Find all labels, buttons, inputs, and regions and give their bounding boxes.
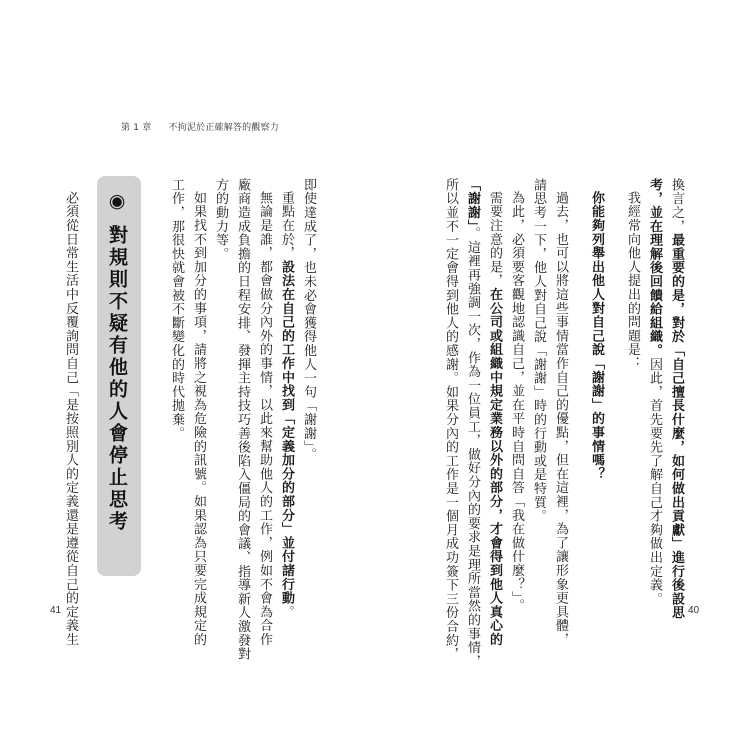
emphasis-text: 最重要的是，對於「自己擅長什麼，如何做出貢獻」進行後設思 <box>669 233 684 620</box>
page-number-right: 40 <box>688 605 700 616</box>
body-text: 重點在於， <box>279 191 294 260</box>
section-heading: ◉ 對規則不疑有他的人會停止思考 <box>106 190 128 533</box>
page-number-left: 41 <box>50 605 62 616</box>
chapter-number: 第 1 章 <box>121 123 152 133</box>
body-text: 換言之， <box>669 178 684 234</box>
right-col-10: 所以並不一定會得到他人的感謝。如果分內的工作是一個月成功簽下三份合約， <box>443 178 458 661</box>
right-col-8 <box>486 191 503 646</box>
right-col-3: 我經常向他人提出的問題是： <box>625 191 640 371</box>
emphasis-text: 考，並在理解後回饋給組織。 <box>647 178 662 358</box>
body-text: 需要注意的是， <box>487 191 502 288</box>
right-col-6: 請思考一下，他人對自己說「謝謝」時的行動或是特質。 <box>531 178 546 523</box>
left-col-5: 方的動力等。 <box>213 178 228 261</box>
left-col-8: 必須從日常生活中反覆詢問自己「是按照別人的定義還是遵從自己的定義生 <box>63 191 78 647</box>
right-col-4: 你能夠列舉出他人對自己說「謝謝」的事情嗎？ <box>589 191 604 481</box>
left-col-1: 即使達成了，也未必會獲得他人一句「謝謝」。 <box>301 178 316 462</box>
running-header <box>121 120 279 133</box>
emphasis-text: 在公司或組織中規定業務以外的部分，才會得到他人真心的 <box>487 287 502 647</box>
left-col-3: 無論是誰，都會做分內外的事情，以此來幫助他人的工作，例如不會為合作 <box>257 191 272 647</box>
left-col-6: 如果找不到加分的事項，請將之視為危險的訊號。如果認為只要完成規定的 <box>191 191 206 647</box>
left-col-4: 廠商造成負擔的日程安排、發揮主持技巧善後陷入僵局的會議、指導新人激發對 <box>235 178 250 661</box>
body-text: 因此，首先要先了解自己才夠做出定義。 <box>647 357 662 606</box>
right-col-1 <box>668 178 685 620</box>
right-col-5: 過去，也可以將這些事情當作自己的優點，但在這裡，為了讓形象更具體， <box>553 191 568 647</box>
right-col-2 <box>646 178 663 606</box>
body-text: 。這裡再強調一次，作為一位員工，做好分內的要求是理所當然的事情， <box>465 226 480 669</box>
emphasis-text: 設法在自己的工作中找到「定義加分的部分」並付諸行動 <box>279 260 294 605</box>
emphasis-text: 「謝謝」 <box>465 178 480 227</box>
right-col-9 <box>464 178 481 668</box>
body-text: 。 <box>279 605 294 619</box>
right-col-7: 為此，必須要客觀地認識自己，並在平時自問自答「我在做什麼？」。 <box>509 191 524 613</box>
section-heading-banner <box>97 176 141 576</box>
left-col-2 <box>278 191 295 619</box>
left-col-7: 工作，那很快就會被不斷變化的時代拋棄。 <box>169 178 184 441</box>
chapter-title: 不拘泥於正確解答的觀察力 <box>168 123 279 133</box>
